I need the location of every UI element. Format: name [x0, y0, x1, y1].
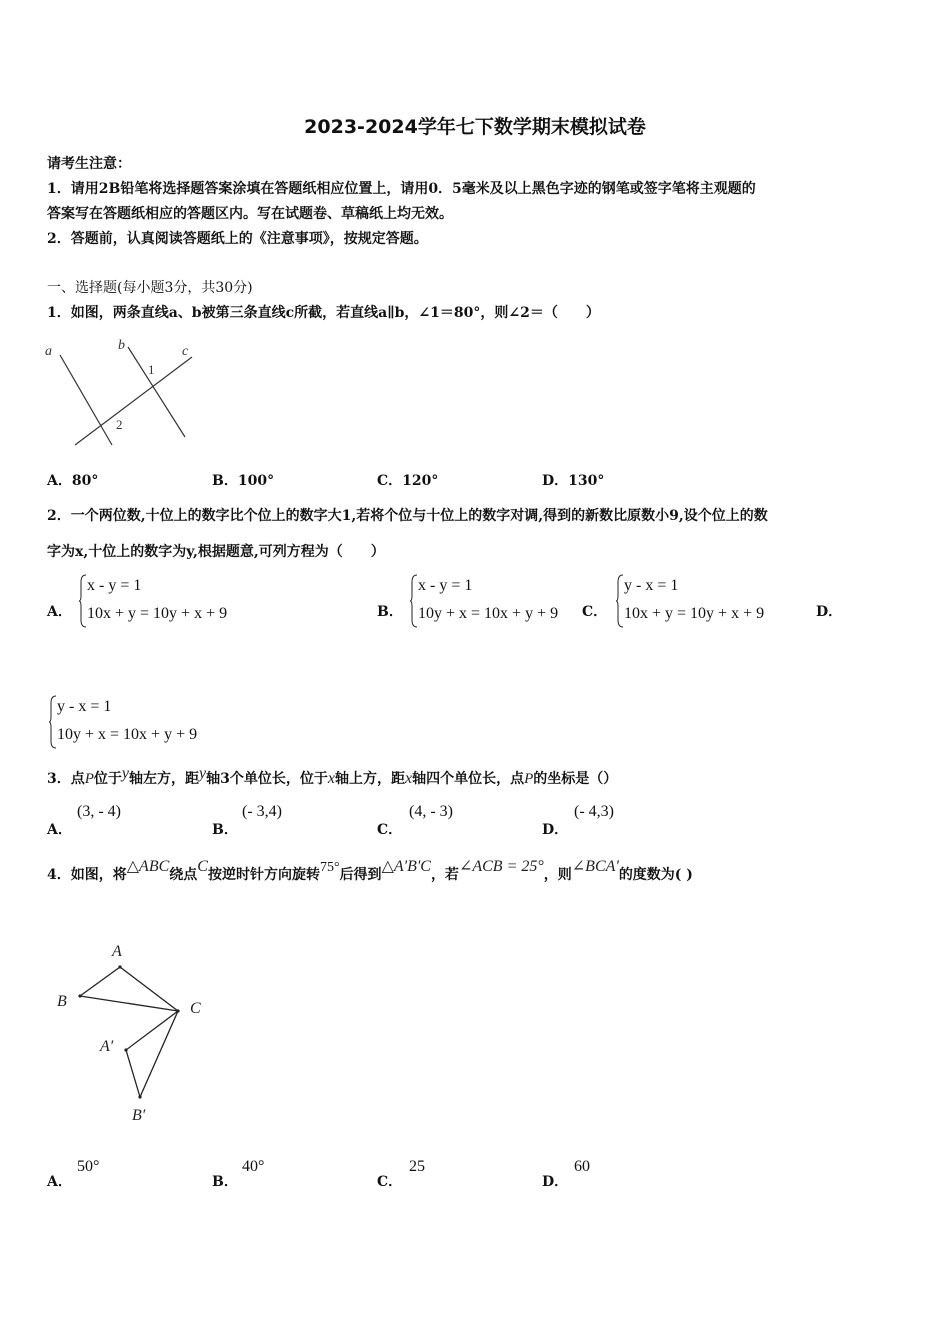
label-a: a — [45, 344, 52, 359]
label-B-prime: B′ — [132, 1107, 146, 1124]
brace-icon — [410, 574, 418, 628]
q4-option-a-letter: A． — [47, 1174, 72, 1190]
q3-option-a-value: (3, - 4) — [77, 803, 121, 820]
q2-b-eq-1: x - y = 1 — [418, 577, 473, 594]
q2-stem-line-1: 2．一个两位数,十位上的数字比个位上的数字大1,若将个位与十位上的数字对调,得到的新数比原数小9,设个位上的数 — [47, 508, 768, 524]
segment-ca1 — [126, 1011, 178, 1050]
label-angle-2: 2 — [116, 417, 123, 432]
point-c — [176, 1009, 179, 1012]
q3-option-b-letter: B． — [212, 822, 238, 838]
label-A: A — [112, 943, 122, 960]
notice-line-1: 1．请用2B铅笔将选择题答案涂填在答题纸相应位置上，请用0．5毫米及以上黑色字迹的钢笔或签字笔将主观题的 — [47, 181, 756, 197]
page-title: 2023-2024学年七下数学期末模拟试卷 — [304, 116, 646, 138]
q1-option-a: A．80° — [47, 473, 99, 489]
notice-line-2: 2．答题前，认真阅读答题纸上的《注意事项》，按规定答题。 — [47, 231, 428, 247]
q2-b-eq-2: 10y + x = 10x + y + 9 — [418, 605, 559, 622]
q4-option-d-value: 60 — [574, 1158, 590, 1175]
q2-stem-line-2: 字为x,十位上的数字为y,根据题意,可列方程为（ ） — [47, 544, 385, 560]
point-b — [78, 994, 81, 997]
q2-option-c-letter: C． — [582, 604, 608, 620]
brace-icon — [49, 695, 57, 749]
q4-option-a-value: 50° — [77, 1158, 100, 1175]
q3-option-d-letter: D． — [542, 822, 569, 838]
label-c: c — [182, 344, 189, 359]
segment-bc — [80, 996, 178, 1011]
q3-stem: 3．点P位于y轴左方，距y轴3个单位长，位于x轴上方，距x轴四个单位长，点P的坐标是（） — [47, 765, 618, 787]
q1-stem: 1．如图，两条直线a、b被第三条直线c所截，若直线a∥b，∠1＝80°，则∠2＝（ ） — [47, 305, 600, 321]
q3-option-a-letter: A． — [47, 822, 72, 838]
line-a — [60, 355, 112, 445]
q2-option-b-system — [410, 574, 590, 630]
q4-option-c-value: 25 — [409, 1158, 425, 1175]
q1-figure — [40, 335, 210, 455]
notice-heading: 请考生注意： — [47, 156, 131, 172]
segment-ac — [120, 967, 178, 1011]
q2-option-b-letter: B． — [377, 604, 403, 620]
label-b: b — [118, 338, 125, 353]
label-A-prime: A′ — [100, 1038, 114, 1055]
segment-ba — [80, 967, 120, 996]
q2-a-eq-2: 10x + y = 10y + x + 9 — [87, 605, 228, 622]
q3-option-c-value: (4, - 3) — [409, 803, 453, 820]
q2-d-eq-1: y - x = 1 — [57, 698, 112, 715]
q4-option-c-letter: C． — [377, 1174, 403, 1190]
label-angle-1: 1 — [148, 362, 155, 377]
q2-option-d-letter: D． — [816, 604, 843, 620]
q2-option-a-system — [79, 574, 259, 630]
q1-option-b: B．100° — [212, 473, 275, 489]
q3-option-c-letter: C． — [377, 822, 403, 838]
q1-option-c: C．120° — [377, 473, 439, 489]
q4-option-b-letter: B． — [212, 1174, 238, 1190]
brace-icon — [79, 574, 87, 628]
line-c — [75, 357, 192, 445]
section-heading: 一、选择题(每小题3分，共30分) — [47, 280, 253, 296]
q2-d-eq-2: 10y + x = 10x + y + 9 — [57, 726, 198, 743]
label-C: C — [190, 1000, 201, 1017]
q2-c-eq-1: y - x = 1 — [624, 577, 679, 594]
q3-option-b-value: (- 3,4) — [242, 803, 282, 820]
q2-option-c-system — [616, 574, 796, 630]
point-b1 — [138, 1095, 141, 1098]
label-B: B — [57, 993, 67, 1010]
segment-b1c — [140, 1011, 178, 1097]
q4-figure — [45, 935, 225, 1130]
q1-option-d: D．130° — [542, 473, 605, 489]
point-a1 — [124, 1048, 127, 1051]
q3-option-d-value: (- 4,3) — [574, 803, 614, 820]
q4-option-b-value: 40° — [242, 1158, 265, 1175]
segment-a1b1 — [126, 1050, 140, 1097]
q2-option-d-system — [49, 695, 229, 751]
q2-a-eq-1: x - y = 1 — [87, 577, 142, 594]
q4-stem: 4．如图，将△ABC绕点C按逆时针方向旋转75°后得到△A'B'C，若∠ACB = 25°，则∠BCA'的度数为( ) — [47, 858, 693, 883]
q2-c-eq-2: 10x + y = 10y + x + 9 — [624, 605, 765, 622]
brace-icon — [616, 574, 624, 628]
q4-option-d-letter: D． — [542, 1174, 569, 1190]
line-b — [128, 347, 185, 437]
notice-line-1b: 答案写在答题纸相应的答题区内。写在试题卷、草稿纸上均无效。 — [47, 206, 453, 222]
q2-option-a-letter: A． — [47, 604, 72, 620]
point-a — [118, 965, 121, 968]
